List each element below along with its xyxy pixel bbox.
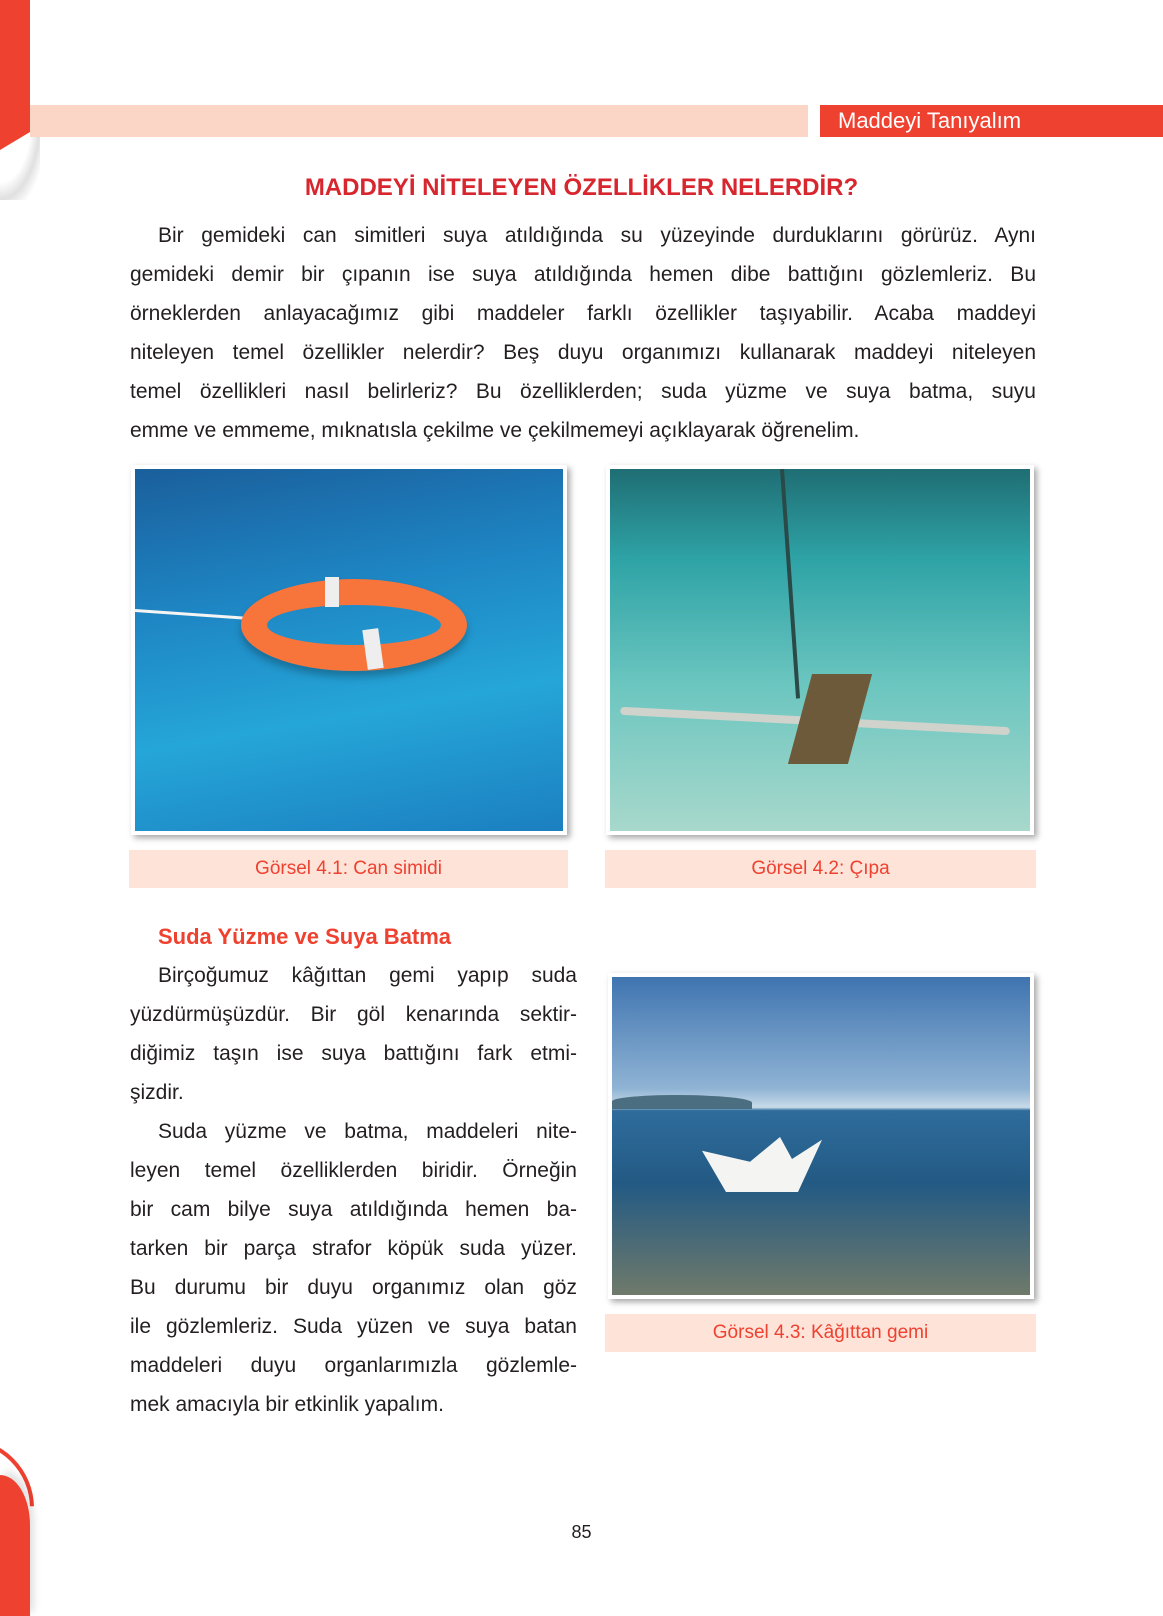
- photo-life-ring: [131, 465, 567, 835]
- text-line: leyen temel özelliklerden biridir. Örneğin: [130, 1159, 577, 1182]
- text-line: Suda yüzme ve batma, maddeleri nite-: [158, 1120, 577, 1143]
- text-line: diğimiz taşın ise suya battığını fark etmi-: [130, 1042, 577, 1065]
- photo-paper-boat: [608, 973, 1034, 1299]
- subsection-heading: Suda Yüzme ve Suya Batma: [158, 924, 452, 949]
- text-line: tarken bir parça strafor köpük suda yüzer.: [130, 1237, 577, 1260]
- figure-caption: Görsel 4.2: Çıpa: [605, 850, 1036, 888]
- text-line: örneklerden anlayacağımız gibi maddeler farklı özellikler taşıyabilir. Acaba maddeyi: [130, 302, 1036, 325]
- anchor-fluke: [788, 674, 872, 764]
- anchor-chain: [780, 469, 800, 699]
- text-line: yüzdürmüşüzdür. Bir göl kenarında sektir-: [130, 1003, 577, 1026]
- rope: [135, 609, 245, 620]
- figure-caption: Görsel 4.3: Kâğıttan gemi: [605, 1314, 1036, 1352]
- paper-boat: [702, 1137, 822, 1192]
- ring-stripe: [325, 577, 339, 607]
- section-label: Maddeyi Tanıyalım: [820, 105, 1163, 137]
- header-band: [30, 105, 808, 137]
- text-line: bir cam bilye suya atıldığında hemen ba-: [130, 1198, 577, 1221]
- text-line: niteleyen temel özellikler nelerdir? Beş duyu organımızı kullanarak maddeyi niteleyen: [130, 341, 1036, 364]
- text-line: gemideki demir bir çıpanın ise suya atıldığında hemen dibe battığını gözlemleriz. Bu: [130, 263, 1036, 286]
- text-line: Birçoğumuz kâğıttan gemi yapıp suda: [158, 964, 577, 987]
- text-line: ile gözlemleriz. Suda yüzen ve suya batan: [130, 1315, 577, 1338]
- life-ring: [241, 579, 467, 671]
- text-line: Bu durumu bir duyu organımız olan göz: [130, 1276, 577, 1299]
- text-line: maddeleri duyu organlarımızla gözlemle-: [130, 1354, 577, 1377]
- text-line: temel özellikleri nasıl belirleriz? Bu özelliklerden; suda yüzme ve suya batma, suyu: [130, 380, 1036, 403]
- distant-island: [612, 1095, 752, 1109]
- text-line: mek amacıyla bir etkinlik yapalım.: [130, 1393, 444, 1416]
- figure-caption: Görsel 4.1: Can simidi: [129, 850, 568, 888]
- page-number: 85: [571, 1522, 592, 1542]
- photo-anchor: [606, 465, 1034, 835]
- text-line: Bir gemideki can simitleri suya atıldığında su yüzeyinde durduklarını görürüz. Aynı: [158, 224, 1036, 247]
- page-title: MADDEYİ NİTELEYEN ÖZELLİKLER NELERDİR?: [304, 174, 859, 201]
- text-line: emme ve emmeme, mıknatısla çekilme ve çekilmemeyi açıklayarak öğrenelim.: [130, 419, 860, 442]
- text-line: şizdir.: [130, 1081, 184, 1104]
